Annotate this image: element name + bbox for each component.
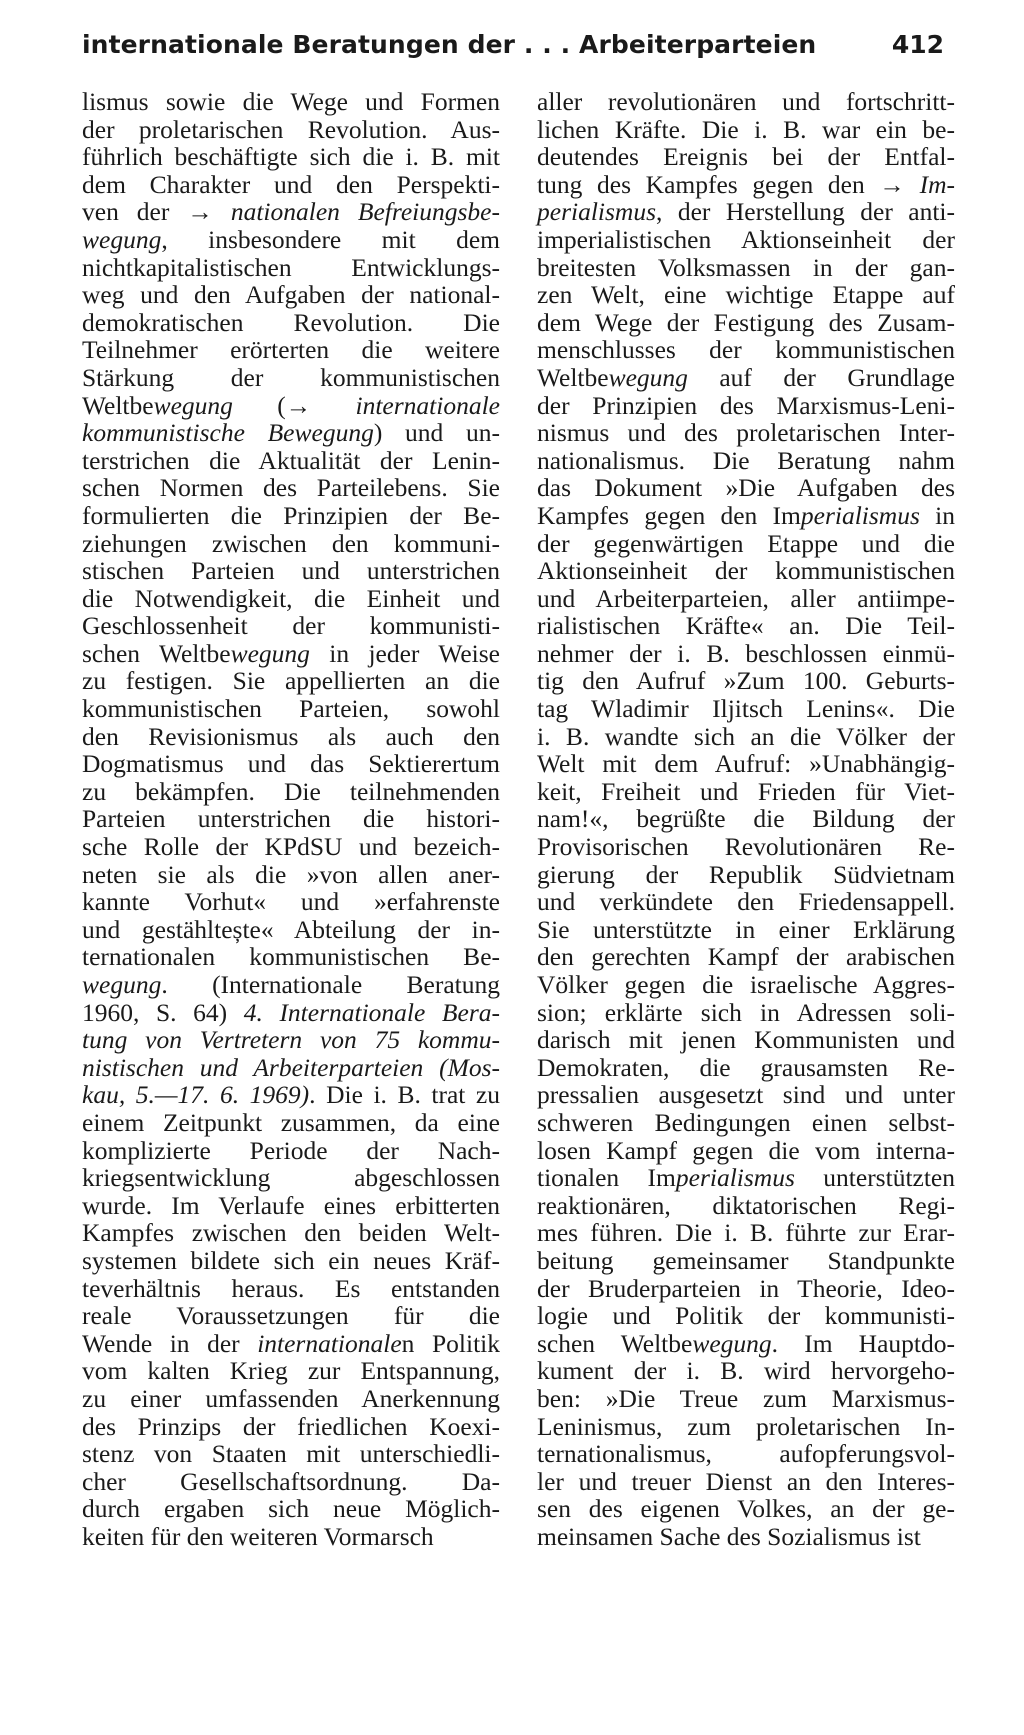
- text-line: mes führen. Die i. B. führte zur Erar-: [537, 1218, 955, 1248]
- text-line: systemen bildete sich ein neues Kräf-: [82, 1245, 500, 1275]
- text-line: wurde. Im Verlaufe eines erbitterten: [82, 1190, 500, 1220]
- text-line: der proletarischen Revolution. Aus-: [82, 114, 500, 144]
- text-line: der Prinzipien des Marxismus-Leni-: [537, 390, 955, 420]
- text-line: wegung, insbesondere mit dem: [82, 224, 500, 254]
- text-line: nam!«, begrüßte die Bildung der: [537, 804, 955, 834]
- text-line: nehmer der i. B. beschlossen einmü-: [537, 638, 955, 668]
- text-line: sen des eigenen Volkes, an der ge-: [537, 1494, 955, 1524]
- text-line: zu bekämpfen. Die teilnehmenden: [82, 776, 500, 806]
- text-line: reaktionären, diktatorischen Regi-: [537, 1190, 955, 1220]
- text-line: menschlusses der kommunistischen: [537, 335, 955, 365]
- text-line: weg und den Aufgaben der national-: [82, 280, 500, 310]
- text-line: lismus sowie die Wege und Formen: [82, 87, 500, 116]
- text-line: teverhältnis heraus. Es entstanden: [82, 1273, 500, 1303]
- text-line: und verkündete den Friedensappell.: [537, 887, 955, 917]
- text-line: aller revolutionären und fortschritt-: [537, 87, 955, 116]
- text-line: und gestähltește« Abteilung der in-: [82, 914, 500, 944]
- text-line: beitung gemeinsamer Standpunkte: [537, 1245, 955, 1275]
- text-line: schen Weltbewegung. Im Hauptdo-: [537, 1328, 955, 1358]
- text-line: dem Wege der Festigung des Zusam-: [537, 307, 955, 337]
- text-line: den gerechten Kampf der arabischen: [537, 942, 955, 972]
- text-line: ven der → nationalen Befreiungsbe-: [82, 197, 500, 227]
- text-line: ternationalismus, aufopferungsvol-: [537, 1439, 955, 1469]
- text-line: der gegenwärtigen Etappe und die: [537, 528, 955, 558]
- text-line: deutendes Ereignis bei der Entfal-: [537, 142, 955, 172]
- text-line: Aktionseinheit der kommunistischen: [537, 556, 955, 586]
- text-line: nationalismus. Die Beratung nahm: [537, 445, 955, 475]
- text-line: kument der i. B. wird hervorgeho-: [537, 1356, 955, 1386]
- text-line: neten sie als die »von allen aner-: [82, 859, 500, 889]
- text-line: reale Voraussetzungen für die: [82, 1301, 500, 1331]
- text-line: Leninismus, zum proletarischen In-: [537, 1411, 955, 1441]
- text-line: Weltbewegung auf der Grundlage: [537, 362, 955, 392]
- text-line: schen Weltbewegung in jeder Weise: [82, 638, 500, 668]
- text-line: keiten für den weiteren Vormarsch: [82, 1521, 434, 1551]
- text-line: ben: »Die Treue zum Marxismus-: [537, 1383, 955, 1413]
- text-line: kannte Vorhut« und »erfahrenste: [82, 887, 500, 917]
- text-line: zu festigen. Sie appellierten an die: [82, 666, 500, 696]
- text-line: komplizierte Periode der Nach-: [82, 1135, 500, 1165]
- text-line: sion; erklärte sich in Adressen soli-: [537, 997, 955, 1027]
- text-line: schweren Bedingungen einen selbst-: [537, 1107, 955, 1137]
- text-line: 1960, S. 64) 4. Internationale Bera-: [82, 997, 500, 1027]
- text-line: Kampfes gegen den Imperialismus in: [537, 500, 955, 530]
- text-line: tionalen Imperialismus unterstützten: [537, 1163, 955, 1193]
- text-line: ternationalen kommunistischen Be-: [82, 942, 500, 972]
- text-line: imperialistischen Aktionseinheit der: [537, 224, 955, 254]
- text-line: schen Normen des Parteilebens. Sie: [82, 473, 500, 503]
- text-line: das Dokument »Die Aufgaben des: [537, 473, 955, 503]
- text-line: nichtkapitalistischen Entwicklungs-: [82, 252, 500, 282]
- text-line: i. B. wandte sich an die Völker der: [537, 721, 955, 751]
- text-line: keit, Freiheit und Frieden für Viet-: [537, 776, 955, 806]
- text-line: stischen Parteien und unterstrichen: [82, 556, 500, 586]
- text-line: gierung der Republik Südvietnam: [537, 859, 955, 889]
- text-line: des Prinzips der friedlichen Koexi-: [82, 1411, 500, 1441]
- text-line: der Bruderparteien in Theorie, Ideo-: [537, 1273, 955, 1303]
- text-line: losen Kampf gegen die vom interna-: [537, 1135, 955, 1165]
- page-number: 412: [891, 30, 944, 59]
- text-line: wegung. (Internationale Beratung: [82, 970, 500, 999]
- text-line: Kampfes zwischen den beiden Welt-: [82, 1218, 500, 1248]
- text-line: dem Charakter und den Perspekti-: [82, 169, 500, 199]
- text-line: ler und treuer Dienst an den Interes-: [537, 1466, 955, 1496]
- text-line: vom kalten Krieg zur Entspannung,: [82, 1356, 500, 1386]
- running-header-title: internationale Beratungen der . . . Arbeiterparteien: [82, 30, 817, 59]
- left-text-column: [82, 88, 500, 1550]
- text-line: die Notwendigkeit, die Einheit und: [82, 583, 500, 613]
- text-line: durch ergaben sich neue Möglich-: [82, 1494, 500, 1524]
- text-line: Welt mit dem Aufruf: »Unabhängig-: [537, 749, 955, 779]
- text-line: demokratischen Revolution. Die: [82, 307, 500, 337]
- text-line: cher Gesellschaftsordnung. Da-: [82, 1466, 500, 1496]
- text-line: kau, 5.—17. 6. 1969). Die i. B. trat zu: [82, 1080, 501, 1110]
- text-line: darisch mit jenen Kommunisten und: [537, 1025, 955, 1055]
- text-line: logie und Politik der kommunisti-: [537, 1301, 955, 1331]
- text-line: Teilnehmer erörterten die weitere: [82, 335, 500, 365]
- text-line: perialismus, der Herstellung der anti-: [537, 197, 955, 227]
- text-line: einem Zeitpunkt zusammen, da eine: [82, 1107, 500, 1137]
- text-line: rialistischen Kräfte« an. Die Teil-: [537, 611, 955, 641]
- text-line: breitesten Volksmassen in der gan-: [537, 252, 955, 282]
- text-line: kommunistischen Parteien, sowohl: [82, 694, 500, 724]
- text-line: ziehungen zwischen den kommuni-: [82, 528, 500, 558]
- text-line: kommunistische Bewegung) und un-: [82, 418, 500, 448]
- text-line: nismus und des proletarischen Inter-: [537, 418, 955, 448]
- text-line: zen Welt, eine wichtige Etappe auf: [537, 280, 955, 310]
- text-line: terstrichen die Aktualität der Lenin-: [82, 445, 500, 475]
- text-line: Geschlossenheit der kommunisti-: [82, 611, 500, 641]
- text-line: kriegsentwicklung abgeschlossen: [82, 1163, 500, 1193]
- text-line: formulierten die Prinzipien der Be-: [82, 500, 500, 530]
- text-line: tig den Aufruf »Zum 100. Geburts-: [537, 666, 955, 696]
- text-line: nistischen und Arbeiterparteien (Mos-: [82, 1052, 500, 1082]
- text-line: stenz von Staaten mit unterschiedli-: [82, 1439, 500, 1469]
- text-line: sche Rolle der KPdSU und bezeich-: [82, 832, 500, 862]
- text-line: Sie unterstützte in einer Erklärung: [537, 914, 955, 944]
- text-line: Parteien unterstrichen die histori-: [82, 804, 500, 834]
- running-header: [82, 30, 944, 70]
- text-line: Provisorischen Revolutionären Re-: [537, 832, 955, 862]
- text-line: Weltbewegung (→ internationale: [82, 390, 500, 420]
- text-line: pressalien ausgesetzt sind und unter: [537, 1080, 955, 1110]
- text-line: Stärkung der kommunistischen: [82, 362, 500, 392]
- text-line: zu einer umfassenden Anerkennung: [82, 1383, 500, 1413]
- text-line: und Arbeiterparteien, aller antiimpe-: [537, 583, 955, 613]
- text-line: Demokraten, die grausamsten Re-: [537, 1052, 955, 1082]
- text-line: Dogmatismus und das Sektierertum: [82, 749, 500, 779]
- text-line: Wende in der internationalen Politik: [82, 1328, 500, 1358]
- right-text-column: [537, 88, 955, 1550]
- text-line: meinsamen Sache des Sozialismus ist: [537, 1521, 921, 1551]
- text-line: lichen Kräfte. Die i. B. war ein be-: [537, 114, 955, 144]
- text-line: führlich beschäftigte sich die i. B. mit: [82, 142, 500, 172]
- text-line: Völker gegen die israelische Aggres-: [537, 970, 955, 999]
- text-line: tung des Kampfes gegen den → Im-: [537, 169, 955, 199]
- text-line: den Revisionismus als auch den: [82, 721, 500, 751]
- text-line: tung von Vertretern von 75 kommu-: [82, 1025, 500, 1055]
- text-line: tag Wladimir Iljitsch Lenins«. Die: [537, 694, 955, 724]
